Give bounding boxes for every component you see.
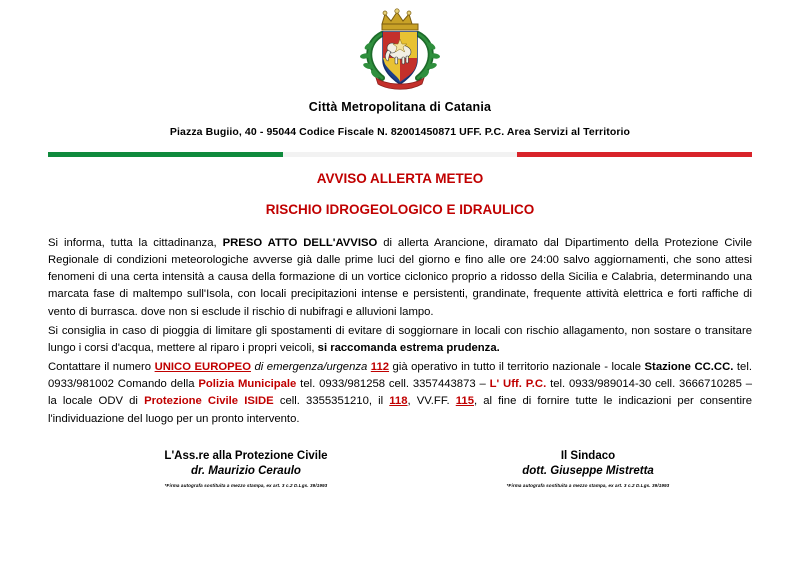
notice-title: AVVISO ALLERTA METEO [316, 171, 484, 186]
p3-number-115: 115 [455, 395, 474, 408]
p3-number-118: 118 [389, 395, 408, 408]
signature-block-assessore [96, 450, 396, 488]
paragraph-2 [48, 323, 752, 357]
city-title: Città Metropolitana di Catania [308, 100, 492, 114]
tricolor-divider [48, 152, 752, 157]
p3-polizia-municipale: Polizia Municipale [198, 378, 297, 391]
paragraph-3 [48, 359, 752, 428]
p3-part-m: cell. 3355351210, il [273, 395, 390, 408]
crest-container [48, 0, 752, 96]
p3-unico-europeo: UNICO EUROPEO [154, 361, 251, 374]
p3-part-k: tel. 0933/989014-30 cell. 3666710285 – la locale ODV di [48, 378, 752, 408]
p3-protezione-civile-iside: Protezione Civile ISIDE [144, 395, 274, 408]
signature-name: dott. Giuseppe Mistretta [522, 464, 654, 477]
p2-part-a: Si consiglia in caso di pioggia di limitare gli spostamenti di evitare di soggiornare in locali con rischio allagamento, non sostare o transitare lungo i corsi d'acqua, mettere al riparo i propri veicoli, [48, 324, 752, 354]
address-line: Piazza Bugiio, 40 - 95044 Codice Fiscale N. 82001450871 UFF. P.C. Area Servizi al Territorio [169, 126, 631, 138]
p1-part-a: Si informa, tutta la cittadinanza, [48, 237, 223, 249]
signature-name: dr. Maurizio Ceraulo [191, 464, 301, 477]
notice-subtitle: RISCHIO IDROGEOLOGICO E IDRAULICO [265, 202, 535, 217]
signature-disclaimer: *Firma autografa sostituita a mezzo stampa, ex art. 3 c.2 D.Lgs. 39/1993 [506, 482, 670, 488]
p3-stazione-cc: Stazione CC.CC. [644, 361, 734, 374]
tricolor-band-green [48, 152, 283, 157]
p3-part-c: di emergenza/urgenza [251, 361, 371, 374]
p3-part-q: , al fine di fornire tutte le indicazioni per consentire l'individuazione del luogo per un pronto intervento. [48, 395, 752, 425]
signature-role: Il Sindaco [560, 449, 616, 462]
p1-emphasis: PRESO ATTO DELL'AVVISO [222, 237, 378, 249]
p3-part-a: Contattare il numero [48, 361, 155, 374]
p3-part-o: , VV.FF. [407, 395, 456, 408]
notice-body [48, 235, 752, 428]
signature-role: L'Ass.re alla Protezione Civile [164, 449, 328, 462]
tricolor-band-red [517, 152, 752, 157]
p2-emphasis: si raccomanda estrema prudenza. [317, 341, 500, 354]
p3-part-e: già operativo in tutto il territorio nazionale - locale [389, 361, 645, 374]
p3-part-g: tel. 0933/981002 Comando della [48, 361, 752, 391]
catania-coat-of-arms-icon [352, 8, 448, 96]
signature-disclaimer: *Firma autografa sostituita a mezzo stampa, ex art. 3 c.2 D.Lgs. 39/1993 [164, 482, 328, 488]
p3-number-112: 112 [370, 361, 390, 374]
paragraph-1 [48, 235, 752, 321]
p1-part-c: di allerta Arancione, diramato dal Dipartimento della Protezione Civile Regionale di condizioni meteorologiche avverse già dalle prime luci del giorno e fino alle ore 24:00 salvo aggiornamenti, che sono attesi fenomeni di una certa intensità a causa della formazione di un vortice ciclonico proprio a ridosso della Sicilia e Calabria, determinando una marcata fase di maltempo sull'Isola, con locali precipitazioni intense e persistenti, grandinate, frequente attività elettrica e forti raffiche di vento di burrasca. dove non si esclude il rischio di nubifragi e alluvioni lampo. [48, 237, 752, 318]
signature-block-sindaco [438, 450, 738, 488]
tricolor-band-white [283, 152, 518, 157]
signatures-row [48, 450, 752, 488]
p3-uff-pc: L' Uff. P.C. [489, 378, 547, 391]
p3-part-i: tel. 0933/981258 cell. 3357443873 – [296, 378, 490, 391]
